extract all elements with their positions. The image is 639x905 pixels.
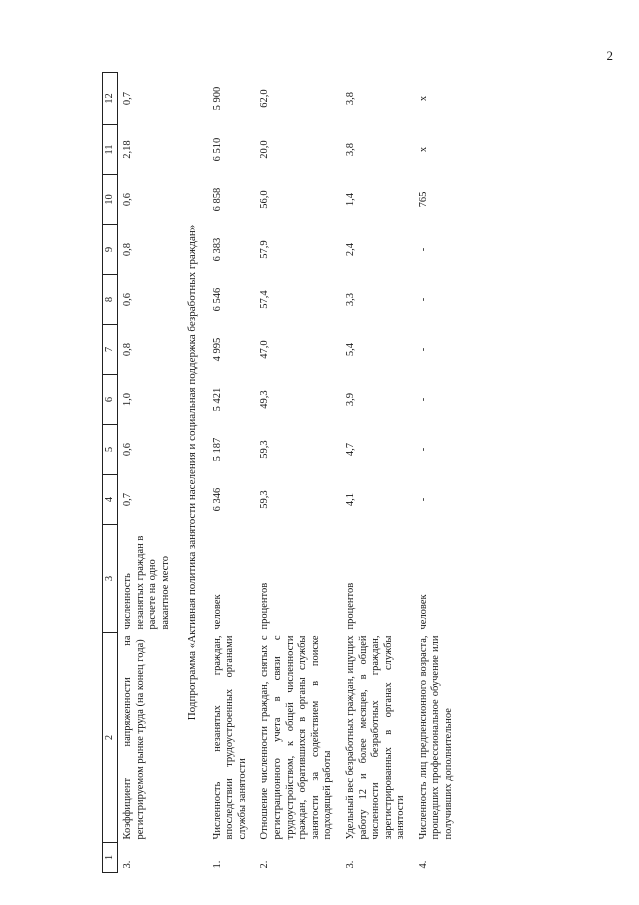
value-cell: - bbox=[417, 347, 429, 352]
value-cell: 3,3 bbox=[344, 292, 356, 307]
value-cell: 0,6 bbox=[122, 292, 133, 307]
indicator-name: Численность незанятых граждан, впоследствии трудоустроенных органами службы занятости bbox=[211, 635, 248, 840]
col-header: 1 bbox=[103, 843, 118, 873]
page-number: 2 bbox=[606, 48, 613, 63]
value-cell: 4 995 bbox=[211, 337, 223, 362]
indicator-unit: человек bbox=[417, 594, 429, 630]
column-number-row bbox=[103, 73, 118, 873]
value-cell: 56,0 bbox=[259, 190, 271, 209]
value-cell: 0,7 bbox=[122, 492, 133, 507]
col-header: 11 bbox=[103, 125, 118, 175]
value-cell: 1,4 bbox=[344, 192, 356, 207]
row-number: 1. bbox=[211, 860, 223, 869]
value-cell: 0,6 bbox=[122, 442, 133, 457]
value-cell: 2,18 bbox=[122, 140, 133, 159]
value-cell: - bbox=[417, 247, 429, 252]
subprogram-title: Подпрограмма «Активная политика занятости населения и социальная поддержка безработных граждан» bbox=[186, 224, 199, 721]
col-header: 10 bbox=[103, 175, 118, 225]
indicator-name: Коэффициент напряженности на регистрируемом рынке труда (на конец года) bbox=[122, 635, 146, 840]
value-cell: 59,3 bbox=[259, 440, 271, 459]
col-header: 4 bbox=[103, 475, 118, 525]
value-cell: - bbox=[417, 447, 429, 452]
indicator-unit: человек bbox=[211, 594, 223, 630]
row-number: 3. bbox=[122, 860, 133, 869]
value-cell: 4,1 bbox=[344, 492, 356, 507]
col-header: 2 bbox=[103, 633, 118, 843]
col-header: 9 bbox=[103, 225, 118, 275]
table-row bbox=[414, 73, 462, 873]
row-number: 4. bbox=[417, 860, 429, 869]
col-header: 8 bbox=[103, 275, 118, 325]
value-cell: 6 858 bbox=[211, 187, 223, 212]
value-cell: 6 510 bbox=[211, 137, 223, 162]
value-cell: 1,0 bbox=[122, 392, 133, 407]
row-number: 3. bbox=[344, 860, 356, 869]
value-cell: 3,8 bbox=[344, 142, 356, 157]
rotated-table-container bbox=[102, 73, 617, 873]
table-row bbox=[208, 73, 256, 873]
value-cell: 4,7 bbox=[344, 442, 356, 457]
value-cell: - bbox=[417, 397, 429, 402]
value-cell: 20,0 bbox=[259, 140, 271, 159]
value-cell: 5 421 bbox=[211, 387, 223, 412]
value-cell: х bbox=[417, 95, 429, 102]
value-cell: 49,3 bbox=[259, 390, 271, 409]
value-cell: 0,6 bbox=[122, 192, 133, 207]
value-cell: 5 187 bbox=[211, 437, 223, 462]
indicators-table bbox=[102, 72, 462, 873]
table-row bbox=[255, 73, 341, 873]
value-cell: 57,9 bbox=[259, 240, 271, 259]
value-cell: 5 900 bbox=[211, 86, 223, 111]
value-cell: 6 346 bbox=[211, 487, 223, 512]
indicator-name: Численность лиц предпенсионного возраста, прошедших профессиональное обучение или получивших дополнительное bbox=[417, 635, 455, 840]
value-cell: 765 bbox=[417, 191, 429, 208]
row-number: 2. bbox=[259, 860, 271, 869]
value-cell: 0,8 bbox=[122, 342, 133, 357]
col-header: 3 bbox=[103, 525, 118, 633]
indicator-unit: процентов bbox=[259, 582, 271, 630]
indicator-name: Отношение численности граждан, снятых с регистрационного учета в связи с трудоустройством, к общей численности граждан, обратившихся в органы службы занятости за содействием в поиске подходящей работы bbox=[259, 635, 334, 840]
indicator-unit: численность незанятых граждан в расчете на одно вакантное место bbox=[122, 535, 171, 630]
value-cell: 3,9 bbox=[344, 392, 356, 407]
indicator-name: Удельный вес безработных граждан, ищущих работу 12 и более месяцев, в общей численности безработных граждан, зарегистрированных в органах службы занятости bbox=[344, 635, 407, 840]
value-cell: 2,4 bbox=[344, 242, 356, 257]
value-cell: - bbox=[417, 297, 429, 302]
col-header: 5 bbox=[103, 425, 118, 475]
col-header: 6 bbox=[103, 375, 118, 425]
col-header: 12 bbox=[103, 73, 118, 125]
indicator-unit: процентов bbox=[344, 582, 356, 630]
value-cell: 5,4 bbox=[344, 342, 356, 357]
value-cell: 3,8 bbox=[344, 91, 356, 106]
value-cell: х bbox=[417, 146, 429, 153]
value-cell: 62,0 bbox=[259, 89, 271, 108]
value-cell: 47,0 bbox=[259, 340, 271, 359]
table-row bbox=[118, 73, 179, 873]
subprogram-row bbox=[178, 73, 207, 873]
value-cell: 57,4 bbox=[259, 290, 271, 309]
value-cell: - bbox=[417, 497, 429, 502]
value-cell: 0,7 bbox=[122, 91, 133, 106]
col-header: 7 bbox=[103, 325, 118, 375]
value-cell: 6 546 bbox=[211, 287, 223, 312]
value-cell: 0,8 bbox=[122, 242, 133, 257]
table-row bbox=[341, 73, 414, 873]
value-cell: 59,3 bbox=[259, 490, 271, 509]
value-cell: 6 383 bbox=[211, 237, 223, 262]
